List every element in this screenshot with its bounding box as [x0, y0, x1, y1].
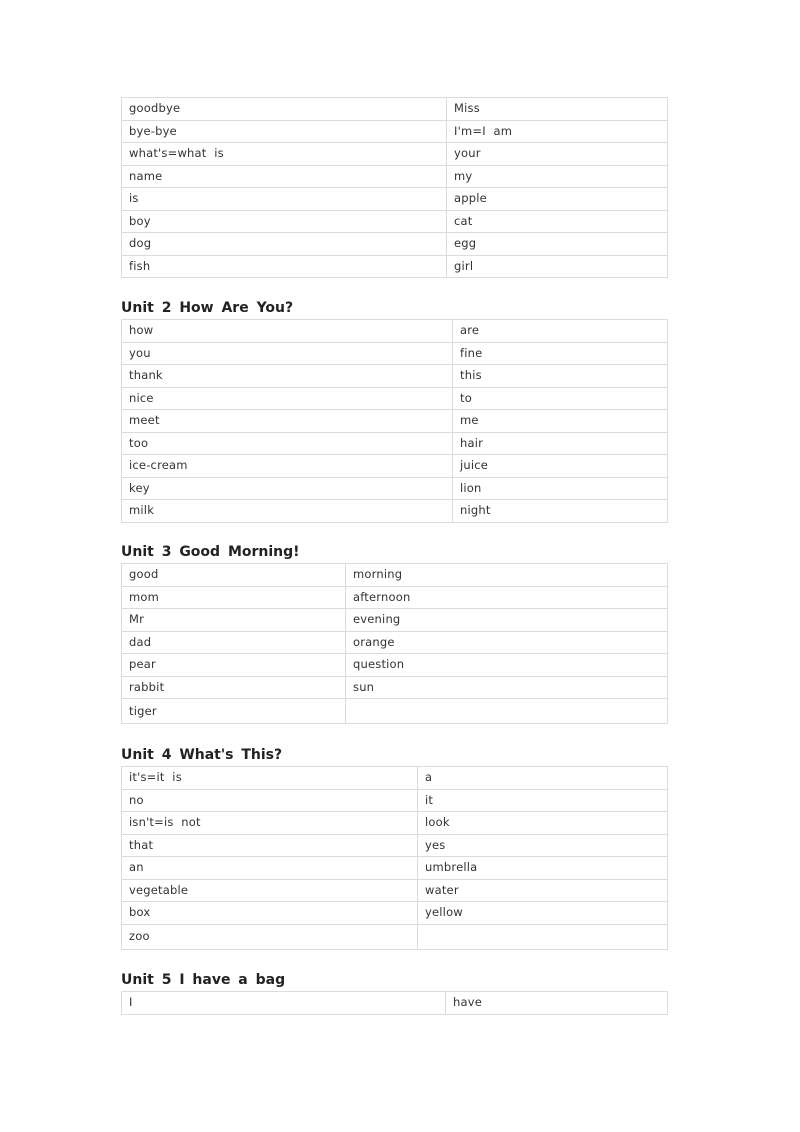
table-row	[122, 586, 668, 609]
vocab-cell: I'm=I am	[447, 120, 668, 143]
vocab-cell: thank	[122, 365, 453, 388]
vocab-cell: meet	[122, 410, 453, 433]
table-row	[122, 676, 668, 699]
unit3-vocab-table	[121, 563, 668, 724]
vocab-cell: night	[453, 500, 668, 523]
vocab-cell: my	[447, 165, 668, 188]
table-row	[122, 455, 668, 478]
vocab-cell: this	[453, 365, 668, 388]
unit5-vocab-table	[121, 991, 668, 1015]
vocab-cell: it	[418, 789, 668, 812]
table-row	[122, 924, 668, 949]
vocab-cell: fish	[122, 255, 447, 278]
vocab-cell: zoo	[122, 924, 418, 949]
vocab-cell: apple	[447, 188, 668, 211]
vocab-cell: lion	[453, 477, 668, 500]
vocab-cell: sun	[346, 676, 668, 699]
vocab-cell: an	[122, 857, 418, 880]
vocab-cell: yes	[418, 834, 668, 857]
vocab-cell: goodbye	[122, 98, 447, 121]
table-row	[122, 410, 668, 433]
vocab-cell: name	[122, 165, 447, 188]
unit1-section	[121, 97, 667, 278]
vocab-cell: hair	[453, 432, 668, 455]
vocab-cell: what's=what is	[122, 143, 447, 166]
vocab-cell: fine	[453, 342, 668, 365]
table-row	[122, 120, 668, 143]
vocab-cell: a	[418, 767, 668, 790]
table-row	[122, 992, 668, 1015]
table-row	[122, 699, 668, 724]
unit2-vocab-table	[121, 319, 668, 523]
table-row	[122, 767, 668, 790]
unit3-title: Unit 3 Good Morning!	[121, 544, 300, 560]
vocab-cell: mom	[122, 586, 346, 609]
table-row	[122, 98, 668, 121]
unit5-section	[121, 969, 667, 1015]
vocab-cell: box	[122, 902, 418, 925]
vocab-cell: question	[346, 654, 668, 677]
vocab-cell: Mr	[122, 609, 346, 632]
unit2-title: Unit 2 How Are You?	[121, 300, 294, 316]
table-row	[122, 631, 668, 654]
vocab-cell: morning	[346, 564, 668, 587]
unit4-vocab-table	[121, 766, 668, 950]
table-row	[122, 188, 668, 211]
table-row	[122, 879, 668, 902]
vocab-cell: cat	[447, 210, 668, 233]
vocab-cell: orange	[346, 631, 668, 654]
vocab-cell: afternoon	[346, 586, 668, 609]
vocab-cell: egg	[447, 233, 668, 256]
vocab-cell: how	[122, 320, 453, 343]
table-row	[122, 320, 668, 343]
unit4-title: Unit 4 What's This?	[121, 747, 283, 763]
table-row	[122, 165, 668, 188]
table-row	[122, 477, 668, 500]
vocab-cell: look	[418, 812, 668, 835]
vocab-cell: umbrella	[418, 857, 668, 880]
table-row	[122, 902, 668, 925]
unit3-section	[121, 541, 667, 724]
vocab-cell: vegetable	[122, 879, 418, 902]
vocab-cell: too	[122, 432, 453, 455]
vocab-cell: evening	[346, 609, 668, 632]
table-row	[122, 834, 668, 857]
vocab-cell: key	[122, 477, 453, 500]
vocab-cell: rabbit	[122, 676, 346, 699]
vocab-cell: that	[122, 834, 418, 857]
vocab-cell	[418, 924, 668, 949]
vocab-cell: tiger	[122, 699, 346, 724]
table-row	[122, 432, 668, 455]
vocab-cell: ice-cream	[122, 455, 453, 478]
unit2-section	[121, 297, 667, 523]
vocab-cell: yellow	[418, 902, 668, 925]
vocab-cell: bye-bye	[122, 120, 447, 143]
vocab-cell: dog	[122, 233, 447, 256]
vocab-cell	[346, 699, 668, 724]
vocab-cell: girl	[447, 255, 668, 278]
vocab-cell: have	[446, 992, 668, 1015]
table-row	[122, 233, 668, 256]
vocab-cell: it's=it is	[122, 767, 418, 790]
table-row	[122, 255, 668, 278]
table-row	[122, 609, 668, 632]
vocab-cell: dad	[122, 631, 346, 654]
table-row	[122, 342, 668, 365]
vocab-cell: to	[453, 387, 668, 410]
vocab-cell: me	[453, 410, 668, 433]
vocab-cell: boy	[122, 210, 447, 233]
table-row	[122, 500, 668, 523]
unit1-vocab-table	[121, 97, 668, 278]
unit5-title: Unit 5 I have a bag	[121, 972, 286, 988]
vocab-cell: your	[447, 143, 668, 166]
table-row	[122, 365, 668, 388]
table-row	[122, 812, 668, 835]
vocab-cell: juice	[453, 455, 668, 478]
vocab-cell: water	[418, 879, 668, 902]
vocab-cell: you	[122, 342, 453, 365]
vocab-cell: are	[453, 320, 668, 343]
vocab-cell: pear	[122, 654, 346, 677]
table-row	[122, 143, 668, 166]
vocab-cell: milk	[122, 500, 453, 523]
vocab-cell: good	[122, 564, 346, 587]
vocab-cell: is	[122, 188, 447, 211]
table-row	[122, 857, 668, 880]
table-row	[122, 564, 668, 587]
table-row	[122, 654, 668, 677]
table-row	[122, 789, 668, 812]
vocab-cell: I	[122, 992, 446, 1015]
vocab-cell: isn't=is not	[122, 812, 418, 835]
vocab-cell: Miss	[447, 98, 668, 121]
vocab-cell: no	[122, 789, 418, 812]
vocab-cell: nice	[122, 387, 453, 410]
table-row	[122, 210, 668, 233]
unit4-section	[121, 744, 667, 950]
table-row	[122, 387, 668, 410]
